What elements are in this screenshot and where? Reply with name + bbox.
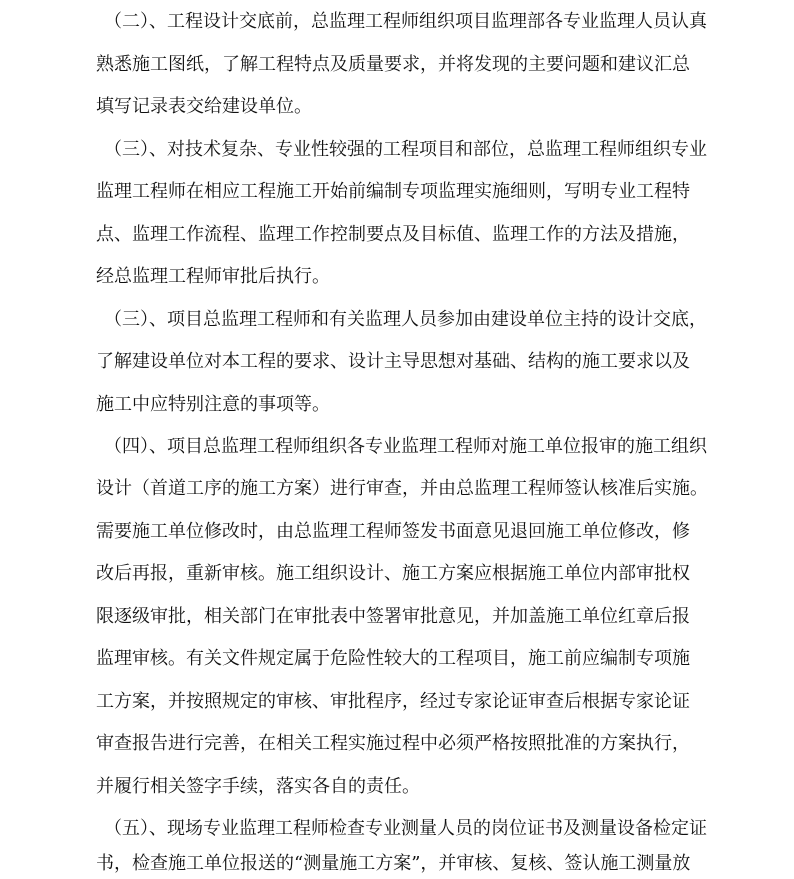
paragraph-line: 了解建设单位对本工程的要求、设计主导思想对基础、结构的施工要求以及	[96, 351, 690, 372]
paragraph-line: 书，检查施工单位报送的“测量施工方案”，并审核、复核、签认施工测量放	[96, 853, 691, 874]
paragraph-line: （三）、对技术复杂、专业性较强的工程项目和部位，总监理工程师组织专业	[104, 139, 707, 160]
paragraph-line: 点、监理工作流程、监理工作控制要点及目标值、监理工作的方法及措施，	[96, 224, 690, 245]
paragraph-line: 审查报告进行完善，在相关工程实施过程中必须严格按照批准的方案执行，	[96, 733, 690, 754]
paragraph-line: 施工中应特别注意的事项等。	[96, 394, 330, 415]
paragraph-line: 工方案，并按照规定的审核、审批程序，经过专家论证审查后根据专家论证	[96, 691, 690, 712]
paragraph-line: 改后再报，重新审核。施工组织设计、施工方案应根据施工单位内部审批权	[96, 563, 690, 584]
paragraph-line: 监理审核。有关文件规定属于危险性较大的工程项目，施工前应编制专项施	[96, 648, 690, 669]
paragraph-line: 限逐级审批，相关部门在审批表中签署审批意见，并加盖施工单位红章后报	[96, 606, 690, 627]
paragraph-line: 并履行相关签字手续，落实各自的责任。	[96, 776, 420, 797]
paragraph-line: （四）、项目总监理工程师组织各专业监理工程师对施工单位报审的施工组织	[104, 436, 707, 457]
paragraph-line: （五）、现场专业监理工程师检查专业测量人员的岗位证书及测量设备检定证	[104, 818, 707, 839]
paragraph-line: 设计（首道工序的施工方案）进行审查，并由总监理工程师签认核准后实施。	[96, 478, 708, 499]
paragraph-line: （二）、工程设计交底前，总监理工程师组织项目监理部各专业监理人员认真	[104, 11, 707, 32]
paragraph-line: 监理工程师在相应工程施工开始前编制专项监理实施细则，写明专业工程特	[96, 181, 690, 202]
paragraph-line: 经总监理工程师审批后执行。	[96, 266, 330, 287]
paragraph-line: （三）、项目总监理工程师和有关监理人员参加由建设单位主持的设计交底，	[104, 309, 707, 330]
paragraph-line: 填写记录表交给建设单位。	[96, 96, 312, 117]
paragraph-line: 需要施工单位修改时，由总监理工程师签发书面意见退回施工单位修改，修	[96, 521, 690, 542]
paragraph-line: 熟悉施工图纸，了解工程特点及质量要求，并将发现的主要问题和建议汇总	[96, 54, 690, 75]
